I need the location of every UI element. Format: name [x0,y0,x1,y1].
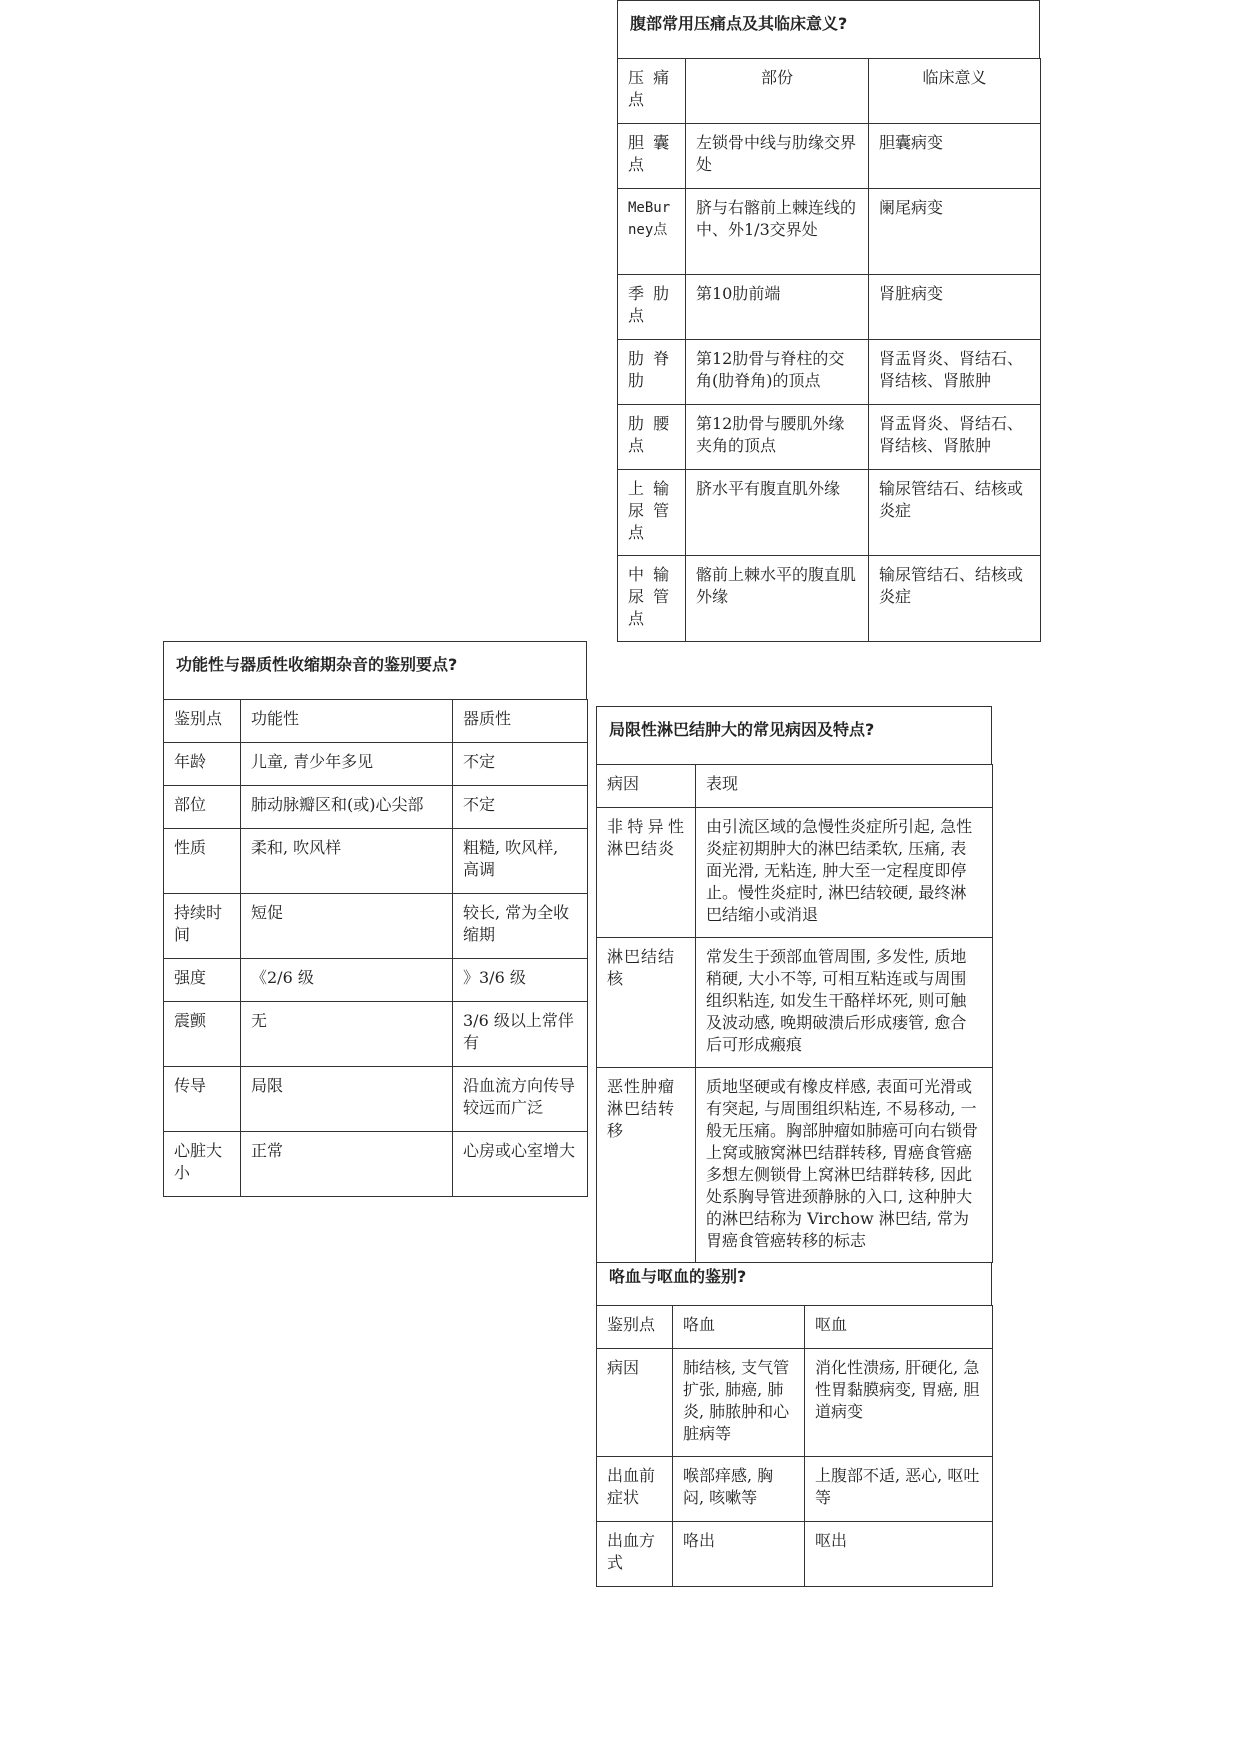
table-header-row [164,700,588,743]
cause-cell: 恶性肿瘤淋巴结转移 [597,1068,696,1263]
table-row [164,1132,588,1197]
table-header-row [597,765,993,808]
table-row [164,786,588,829]
location-cell: 左锁骨中线与肋缘交界处 [686,124,869,189]
manifestation-cell: 由引流区域的急慢性炎症所引起, 急性炎症初期肿大的淋巴结柔软, 压痛, 表面光滑, 无粘连, 肿大至一定程度即停止。慢性炎症时, 淋巴结较硬, 最终淋巴结缩小或消退 [696,808,993,938]
header-cell: 鉴别点 [597,1306,673,1349]
cause-cell: 非特异性淋巴结炎 [597,808,696,938]
feature-cell: 传导 [164,1067,241,1132]
organic-cell: 不定 [453,743,588,786]
feature-cell: 持续时间 [164,894,241,959]
table-row [618,189,1041,275]
table-header-row [597,1306,993,1349]
significance-cell: 肾脏病变 [869,275,1041,340]
location-cell: 第12肋骨与脊柱的交角(肋脊角)的顶点 [686,340,869,405]
organic-cell: 心房或心室增大 [453,1132,588,1197]
hematemesis-cell: 呕出 [805,1522,993,1587]
table-row [164,829,588,894]
table-row [164,894,588,959]
point-cell: 上 输 尿 管 点 [618,470,686,556]
point-cell: 肋 腰 点 [618,405,686,470]
feature-cell: 心脏大小 [164,1132,241,1197]
functional-cell: 柔和, 吹风样 [241,829,453,894]
functional-cell: 肺动脉瓣区和(或)心尖部 [241,786,453,829]
point-cell: MeBurney点 [618,189,686,275]
table-row [164,743,588,786]
tenderness-points-table-block [617,0,1040,642]
point-cell: 胆 囊 点 [618,124,686,189]
location-cell: 第10肋前端 [686,275,869,340]
organic-cell: 沿血流方向传导较远而广泛 [453,1067,588,1132]
cause-cell: 淋巴结结核 [597,938,696,1068]
table-row [597,1522,993,1587]
significance-cell: 输尿管结石、结核或炎症 [869,556,1041,642]
location-cell: 第12肋骨与腰肌外缘夹角的顶点 [686,405,869,470]
location-cell: 髂前上棘水平的腹直肌外缘 [686,556,869,642]
header-cell: 鉴别点 [164,700,241,743]
table-row [597,1457,993,1522]
location-cell: 脐水平有腹直肌外缘 [686,470,869,556]
lymphadenopathy-table-block [596,706,992,1263]
systolic-murmur-title: 功能性与器质性收缩期杂音的鉴别要点? [163,641,587,699]
feature-cell: 出血方式 [597,1522,673,1587]
lymphadenopathy-title: 局限性淋巴结肿大的常见病因及特点? [596,706,992,764]
significance-cell: 胆囊病变 [869,124,1041,189]
hemoptysis-hematemesis-table [596,1305,993,1587]
point-cell: 季 肋 点 [618,275,686,340]
location-cell: 脐与右髂前上棘连线的中、外1/3交界处 [686,189,869,275]
organic-cell: 粗糙, 吹风样, 高调 [453,829,588,894]
functional-cell: 短促 [241,894,453,959]
significance-cell: 输尿管结石、结核或炎症 [869,470,1041,556]
header-cell: 部份 [686,59,869,124]
table-row [597,938,993,1068]
feature-cell: 震颤 [164,1002,241,1067]
feature-cell: 年龄 [164,743,241,786]
table-row [618,556,1041,642]
table-row [164,959,588,1002]
functional-cell: 儿童, 青少年多见 [241,743,453,786]
organic-cell: 》3/6 级 [453,959,588,1002]
hemoptysis-hematemesis-title: 咯血与呕血的鉴别? [596,1262,992,1306]
functional-cell: 局限 [241,1067,453,1132]
table-header-row [618,59,1041,124]
feature-cell: 出血前症状 [597,1457,673,1522]
table-row [164,1067,588,1132]
table-row [597,1349,993,1457]
table-row [618,470,1041,556]
hemoptysis-hematemesis-block [596,1262,992,1587]
feature-cell: 部位 [164,786,241,829]
functional-cell: 《2/6 级 [241,959,453,1002]
tenderness-points-table [617,58,1041,642]
significance-cell: 肾盂肾炎、肾结石、肾结核、肾脓肿 [869,340,1041,405]
significance-cell: 肾盂肾炎、肾结石、肾结核、肾脓肿 [869,405,1041,470]
header-cell: 表现 [696,765,993,808]
header-cell: 病因 [597,765,696,808]
functional-cell: 正常 [241,1132,453,1197]
manifestation-cell: 质地坚硬或有橡皮样感, 表面可光滑或有突起, 与周围组织粘连, 不易移动, 一般无压痛。胸部肿瘤如肺癌可向右锁骨上窝或腋窝淋巴结群转移, 胃癌食管癌多想左侧锁骨上窝淋巴结群转移, 因此处系胸导管进颈静脉的入口, 这种肿大的淋巴结称为 Virchow 淋巴结, 常为胃癌食管癌转移的标志 [696,1068,993,1263]
table-row [618,405,1041,470]
hemoptysis-cell: 咯出 [673,1522,805,1587]
hemoptysis-cell: 喉部痒感, 胸闷, 咳嗽等 [673,1457,805,1522]
functional-cell: 无 [241,1002,453,1067]
tenderness-points-title: 腹部常用压痛点及其临床意义? [617,0,1040,58]
organic-cell: 不定 [453,786,588,829]
lymphadenopathy-table [596,764,993,1263]
header-cell: 咯血 [673,1306,805,1349]
hematemesis-cell: 上腹部不适, 恶心, 呕吐等 [805,1457,993,1522]
header-cell: 功能性 [241,700,453,743]
feature-cell: 性质 [164,829,241,894]
systolic-murmur-table [163,699,588,1197]
manifestation-cell: 常发生于颈部血管周围, 多发性, 质地稍硬, 大小不等, 可相互粘连或与周围组织粘连, 如发生干酪样坏死, 则可触及波动感, 晚期破溃后形成瘘管, 愈合后可形成瘢痕 [696,938,993,1068]
point-cell: 中 输 尿 管 点 [618,556,686,642]
header-cell: 呕血 [805,1306,993,1349]
significance-cell: 阑尾病变 [869,189,1041,275]
organic-cell: 3/6 级以上常伴有 [453,1002,588,1067]
table-row [618,340,1041,405]
feature-cell: 强度 [164,959,241,1002]
table-row [618,124,1041,189]
feature-cell: 病因 [597,1349,673,1457]
point-cell: 肋 脊 肋 [618,340,686,405]
hemoptysis-cell: 肺结核, 支气管扩张, 肺癌, 肺炎, 肺脓肿和心脏病等 [673,1349,805,1457]
hematemesis-cell: 消化性溃疡, 肝硬化, 急性胃黏膜病变, 胃癌, 胆道病变 [805,1349,993,1457]
systolic-murmur-table-block [163,641,587,1197]
table-row [597,808,993,938]
table-row [597,1068,993,1263]
table-row [164,1002,588,1067]
header-cell: 临床意义 [869,59,1041,124]
header-cell: 器质性 [453,700,588,743]
organic-cell: 较长, 常为全收缩期 [453,894,588,959]
header-cell: 压 痛 点 [618,59,686,124]
table-row [618,275,1041,340]
